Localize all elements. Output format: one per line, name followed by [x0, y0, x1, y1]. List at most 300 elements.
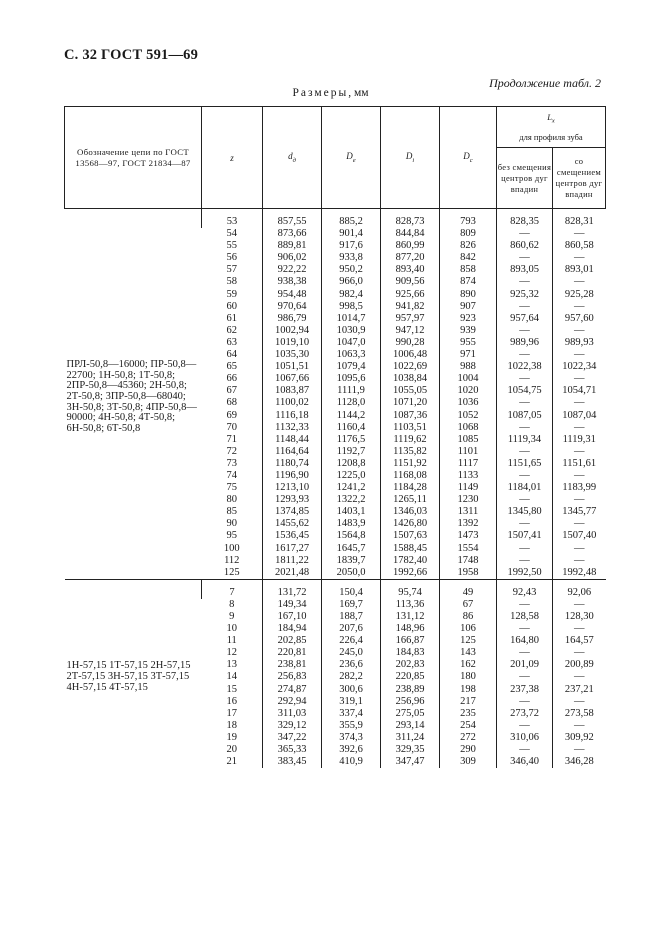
cell-root-diameter: 860,99	[381, 240, 440, 252]
cell-measure-diameter: 1068	[440, 422, 497, 434]
cell-outer-diameter: 1322,2	[322, 494, 381, 506]
cell-outer-diameter: 1063,3	[322, 349, 381, 361]
cell-lx-without-shift: 1151,65	[497, 458, 553, 470]
cell-lx-with-shift: 893,01	[553, 264, 606, 276]
cell-lx-without-shift: —	[497, 470, 553, 482]
cell-teeth-count: 71	[226, 433, 237, 445]
cell-lx-with-shift: —	[553, 543, 606, 555]
cell-pitch-diameter: 238,81	[263, 659, 322, 671]
cell-lx-with-shift: 164,57	[553, 635, 606, 647]
cell-root-diameter: 1151,92	[381, 458, 440, 470]
cell-outer-diameter: 1095,6	[322, 373, 381, 385]
cell-outer-diameter: 207,6	[322, 623, 381, 635]
cell-outer-diameter: 236,6	[322, 659, 381, 671]
cell-teeth-count: 66	[226, 373, 237, 385]
cell-outer-diameter: 1225,0	[322, 470, 381, 482]
cell-pitch-diameter: 184,94	[263, 623, 322, 635]
cell-lx-with-shift: 860,58	[553, 240, 606, 252]
cell-teeth-count: 100	[223, 542, 240, 554]
cell-teeth-count: 74	[226, 469, 237, 481]
cell-outer-diameter: 1241,2	[322, 482, 381, 494]
header-Dc-sub: c	[469, 156, 473, 164]
cell-lx-with-shift: 273,58	[553, 708, 606, 720]
cell-pitch-diameter: 857,55	[263, 209, 322, 229]
cell-pitch-diameter: 256,83	[263, 671, 322, 683]
cell-root-diameter: 844,84	[381, 228, 440, 240]
cell-outer-diameter: 2050,0	[322, 567, 381, 580]
cell-measure-diameter: 988	[440, 361, 497, 373]
cell-teeth-count: 58	[226, 276, 237, 288]
cell-measure-diameter: 826	[440, 240, 497, 252]
cell-lx-without-shift: —	[497, 744, 553, 756]
cell-root-diameter: 1992,66	[381, 567, 440, 580]
cell-outer-diameter: 982,4	[322, 289, 381, 301]
cell-pitch-diameter: 1083,87	[263, 385, 322, 397]
cell-outer-diameter: 1564,8	[322, 530, 381, 542]
header-De-main: D	[346, 151, 353, 162]
cell-measure-diameter: 86	[440, 611, 497, 623]
cell-pitch-diameter: 1213,10	[263, 482, 322, 494]
cell-measure-diameter: 923	[440, 313, 497, 325]
cell-root-diameter: 113,36	[381, 599, 440, 611]
chain-group-label: ПРЛ-50,8—16000; ПР-50,8—22700; 1Н-50,8; 1Т-50,8; 2ПР-50,8—45360; 2Н-50,8; 2Т-50,8; 3ПР-50,8—68040; 3Н-50,8; 3Т-50,8; 4ПР-50,8—90000; 4Н-50,8; 4Т-50,8; 6Н-50,8; 6Т-50,8	[66, 358, 197, 435]
cell-root-diameter: 1103,51	[381, 422, 440, 434]
cell-root-diameter: 1346,03	[381, 506, 440, 518]
cell-root-diameter: 925,66	[381, 289, 440, 301]
cell-outer-diameter: 169,7	[322, 599, 381, 611]
cell-outer-diameter: 1192,7	[322, 446, 381, 458]
cell-lx-without-shift: 128,58	[497, 611, 553, 623]
cell-lx-with-shift: —	[553, 555, 606, 567]
cell-teeth-count: 80	[226, 494, 237, 506]
cell-pitch-diameter: 1617,27	[263, 543, 322, 555]
cell-lx-with-shift: 237,21	[553, 684, 606, 696]
cell-teeth-count: 68	[226, 397, 237, 409]
cell-lx-with-shift: —	[553, 696, 606, 708]
sprocket-dimensions-table	[64, 106, 606, 768]
cell-teeth-count: 10	[226, 623, 237, 635]
cell-lx-without-shift: 201,09	[497, 659, 553, 671]
cell-pitch-diameter: 1051,51	[263, 361, 322, 373]
cell-pitch-diameter: 1019,10	[263, 337, 322, 349]
header-without-shift: без смещения центров дуг впадин	[497, 148, 553, 209]
cell-teeth-count: 63	[226, 336, 237, 348]
cell-lx-without-shift: —	[497, 228, 553, 240]
cell-lx-without-shift: —	[497, 422, 553, 434]
cell-teeth-count: 67	[226, 385, 237, 397]
cell-teeth-count: 13	[226, 659, 237, 671]
cell-measure-diameter: 1004	[440, 373, 497, 385]
header-Di-sub: i	[412, 156, 415, 164]
cell-lx-with-shift: —	[553, 744, 606, 756]
cell-measure-diameter: 890	[440, 289, 497, 301]
cell-outer-diameter: 966,0	[322, 276, 381, 288]
cell-teeth-count: 12	[226, 647, 237, 659]
cell-measure-diameter: 971	[440, 349, 497, 361]
cell-lx-with-shift: 828,31	[553, 209, 606, 229]
cell-teeth-count: 19	[226, 731, 237, 743]
cell-root-diameter: 131,12	[381, 611, 440, 623]
cell-lx-without-shift: 346,40	[497, 756, 553, 768]
cell-lx-without-shift: —	[497, 325, 553, 337]
cell-lx-with-shift: 957,60	[553, 313, 606, 325]
cell-root-diameter: 941,82	[381, 301, 440, 313]
cell-lx-without-shift: —	[497, 623, 553, 635]
cell-outer-diameter: 1014,7	[322, 313, 381, 325]
cell-teeth-count: 53	[202, 209, 263, 229]
cell-lx-without-shift: —	[497, 301, 553, 313]
cell-pitch-diameter: 922,22	[263, 264, 322, 276]
cell-pitch-diameter: 131,72	[263, 579, 322, 599]
cell-root-diameter: 166,87	[381, 635, 440, 647]
cell-outer-diameter: 282,2	[322, 671, 381, 683]
cell-lx-with-shift: 1087,04	[553, 410, 606, 422]
cell-measure-diameter: 1101	[440, 446, 497, 458]
cell-measure-diameter: 1036	[440, 397, 497, 409]
cell-lx-with-shift: 346,28	[553, 756, 606, 768]
cell-teeth-count: 65	[226, 361, 237, 373]
cell-measure-diameter: 1085	[440, 434, 497, 446]
cell-lx-without-shift: —	[497, 252, 553, 264]
cell-lx-without-shift: —	[497, 647, 553, 659]
cell-measure-diameter: 809	[440, 228, 497, 240]
cell-pitch-diameter: 274,87	[263, 684, 322, 696]
cell-pitch-diameter: 1100,02	[263, 397, 322, 409]
cell-pitch-diameter: 1002,94	[263, 325, 322, 337]
cell-root-diameter: 1184,28	[381, 482, 440, 494]
header-z: z	[202, 107, 263, 209]
cell-teeth-count: 90	[226, 518, 237, 530]
cell-teeth-count: 61	[226, 312, 237, 324]
cell-measure-diameter: 1230	[440, 494, 497, 506]
cell-root-diameter: 1119,62	[381, 434, 440, 446]
cell-lx-with-shift: —	[553, 301, 606, 313]
cell-measure-diameter: 49	[440, 579, 497, 599]
cell-measure-diameter: 793	[440, 209, 497, 229]
header-chain-designation: Обозначение цепи по ГОСТ 13568—97, ГОСТ 21834—87	[65, 107, 202, 209]
cell-lx-with-shift: 1151,61	[553, 458, 606, 470]
cell-lx-without-shift: —	[497, 555, 553, 567]
cell-pitch-diameter: 167,10	[263, 611, 322, 623]
cell-measure-diameter: 939	[440, 325, 497, 337]
header-Di	[381, 107, 440, 209]
cell-teeth-count: 73	[226, 457, 237, 469]
cell-outer-diameter: 998,5	[322, 301, 381, 313]
cell-outer-diameter: 392,6	[322, 744, 381, 756]
cell-root-diameter: 1265,11	[381, 494, 440, 506]
cell-pitch-diameter: 1164,64	[263, 446, 322, 458]
cell-pitch-diameter: 1067,66	[263, 373, 322, 385]
cell-lx-with-shift: —	[553, 397, 606, 409]
cell-lx-with-shift: 1119,31	[553, 434, 606, 446]
cell-pitch-diameter: 970,64	[263, 301, 322, 313]
cell-lx-with-shift: —	[553, 647, 606, 659]
cell-root-diameter: 1071,20	[381, 397, 440, 409]
cell-measure-diameter: 254	[440, 720, 497, 732]
cell-measure-diameter: 1020	[440, 385, 497, 397]
cell-lx-without-shift: —	[497, 696, 553, 708]
cell-outer-diameter: 1128,0	[322, 397, 381, 409]
cell-pitch-diameter: 938,38	[263, 276, 322, 288]
cell-teeth-count: 85	[226, 506, 237, 518]
table-body	[65, 209, 606, 769]
cell-root-diameter: 1135,82	[381, 446, 440, 458]
cell-measure-diameter: 1149	[440, 482, 497, 494]
cell-root-diameter: 293,14	[381, 720, 440, 732]
cell-lx-with-shift: —	[553, 349, 606, 361]
cell-teeth-count: 62	[226, 324, 237, 336]
cell-lx-without-shift: 1087,05	[497, 410, 553, 422]
cell-measure-diameter: 1554	[440, 543, 497, 555]
cell-lx-without-shift: —	[497, 349, 553, 361]
cell-lx-with-shift: 1022,34	[553, 361, 606, 373]
cell-measure-diameter: 907	[440, 301, 497, 313]
cell-measure-diameter: 125	[440, 635, 497, 647]
cell-lx-without-shift: 1054,75	[497, 385, 553, 397]
cell-lx-with-shift: —	[553, 470, 606, 482]
header-d-sub: д	[292, 156, 296, 164]
cell-lx-without-shift: 893,05	[497, 264, 553, 276]
cell-root-diameter: 1588,45	[381, 543, 440, 555]
cell-teeth-count: 14	[226, 671, 237, 683]
cell-lx-without-shift: 273,72	[497, 708, 553, 720]
cell-lx-with-shift: —	[553, 671, 606, 683]
cell-teeth-count: 15	[226, 683, 237, 695]
cell-teeth-count: 95	[226, 530, 237, 542]
cell-measure-diameter: 272	[440, 732, 497, 744]
cell-pitch-diameter: 1116,18	[263, 410, 322, 422]
cell-pitch-diameter: 954,48	[263, 289, 322, 301]
cell-lx-with-shift: 1507,40	[553, 530, 606, 542]
cell-lx-without-shift: 1184,01	[497, 482, 553, 494]
cell-root-diameter: 1168,08	[381, 470, 440, 482]
cell-measure-diameter: 858	[440, 264, 497, 276]
header-De	[322, 107, 381, 209]
cell-root-diameter: 1055,05	[381, 385, 440, 397]
cell-pitch-diameter: 149,34	[263, 599, 322, 611]
cell-lx-without-shift: —	[497, 599, 553, 611]
table-continuation-note: Продолжение табл. 2	[489, 76, 601, 90]
cell-outer-diameter: 1839,7	[322, 555, 381, 567]
header-De-sub: е	[352, 156, 356, 164]
cell-outer-diameter: 1483,9	[322, 518, 381, 530]
cell-root-diameter: 1426,80	[381, 518, 440, 530]
cell-root-diameter: 1087,36	[381, 410, 440, 422]
cell-lx-with-shift: 128,30	[553, 611, 606, 623]
cell-teeth-count: 7	[202, 579, 263, 599]
cell-measure-diameter: 235	[440, 708, 497, 720]
cell-lx-without-shift: 92,43	[497, 579, 553, 599]
cell-outer-diameter: 1403,1	[322, 506, 381, 518]
cell-lx-without-shift: 860,62	[497, 240, 553, 252]
cell-root-diameter: 275,05	[381, 708, 440, 720]
cell-measure-diameter: 1392	[440, 518, 497, 530]
cell-lx-with-shift: 200,89	[553, 659, 606, 671]
table-row	[65, 209, 606, 229]
cell-outer-diameter: 1645,7	[322, 543, 381, 555]
cell-measure-diameter: 1748	[440, 555, 497, 567]
cell-root-diameter: 329,35	[381, 744, 440, 756]
cell-lx-without-shift: —	[497, 671, 553, 683]
cell-root-diameter: 148,96	[381, 623, 440, 635]
table-header	[65, 107, 606, 209]
cell-lx-without-shift: 164,80	[497, 635, 553, 647]
cell-pitch-diameter: 1455,62	[263, 518, 322, 530]
cell-measure-diameter: 1473	[440, 530, 497, 542]
header-Dc	[440, 107, 497, 209]
chain-group-label: 1Н-57,15 1Т-57,15 2Н-57,15 2Т-57,15 3Н-57,15 3Т-57,15 4Н-57,15 4Т-57,15	[65, 579, 202, 768]
cell-lx-with-shift: —	[553, 599, 606, 611]
cell-teeth-count: 17	[226, 707, 237, 719]
cell-outer-diameter: 319,1	[322, 696, 381, 708]
header-Dc-main: D	[463, 151, 470, 162]
cell-teeth-count: 16	[226, 695, 237, 707]
cell-outer-diameter: 1208,8	[322, 458, 381, 470]
cell-outer-diameter: 226,4	[322, 635, 381, 647]
cell-pitch-diameter: 365,33	[263, 744, 322, 756]
cell-teeth-count: 60	[226, 300, 237, 312]
header-d	[263, 107, 322, 209]
cell-teeth-count: 72	[226, 445, 237, 457]
cell-lx-with-shift: —	[553, 494, 606, 506]
cell-lx-without-shift: —	[497, 373, 553, 385]
cell-lx-without-shift: —	[497, 720, 553, 732]
dimensions-label: Размеры	[292, 87, 349, 99]
cell-outer-diameter: 950,2	[322, 264, 381, 276]
cell-pitch-diameter: 1132,33	[263, 422, 322, 434]
cell-measure-diameter: 309	[440, 756, 497, 768]
cell-outer-diameter: 150,4	[322, 579, 381, 599]
cell-outer-diameter: 245,0	[322, 647, 381, 659]
cell-pitch-diameter: 220,81	[263, 647, 322, 659]
cell-root-diameter: 957,97	[381, 313, 440, 325]
cell-lx-with-shift: —	[553, 422, 606, 434]
cell-teeth-count: 70	[226, 421, 237, 433]
dimensions-caption	[0, 87, 661, 99]
cell-outer-diameter: 1030,9	[322, 325, 381, 337]
cell-root-diameter: 347,47	[381, 756, 440, 768]
cell-outer-diameter: 188,7	[322, 611, 381, 623]
cell-root-diameter: 95,74	[381, 579, 440, 599]
cell-lx-without-shift: 1022,38	[497, 361, 553, 373]
cell-lx-with-shift: —	[553, 623, 606, 635]
cell-teeth-count: 75	[226, 482, 237, 494]
cell-measure-diameter: 180	[440, 671, 497, 683]
cell-teeth-count: 59	[226, 288, 237, 300]
cell-measure-diameter: 1052	[440, 410, 497, 422]
cell-outer-diameter: 355,9	[322, 720, 381, 732]
cell-lx-with-shift: 1054,71	[553, 385, 606, 397]
cell-teeth-count: 55	[226, 240, 237, 252]
cell-teeth-count: 20	[226, 744, 237, 756]
cell-lx-without-shift: 1345,80	[497, 506, 553, 518]
cell-outer-diameter: 1111,9	[322, 385, 381, 397]
cell-lx-with-shift: 1183,99	[553, 482, 606, 494]
cell-lx-without-shift: —	[497, 276, 553, 288]
cell-root-diameter: 877,20	[381, 252, 440, 264]
cell-root-diameter: 1782,40	[381, 555, 440, 567]
cell-root-diameter: 909,56	[381, 276, 440, 288]
cell-teeth-count: 112	[224, 554, 240, 566]
cell-pitch-diameter: 873,66	[263, 228, 322, 240]
cell-outer-diameter: 1176,5	[322, 434, 381, 446]
cell-measure-diameter: 162	[440, 659, 497, 671]
cell-root-diameter: 828,73	[381, 209, 440, 229]
cell-lx-without-shift: —	[497, 397, 553, 409]
cell-lx-with-shift: —	[553, 373, 606, 385]
cell-teeth-count: 69	[226, 409, 237, 421]
header-d-main: d	[288, 151, 293, 162]
cell-lx-with-shift: 1992,48	[553, 567, 606, 580]
cell-lx-with-shift: —	[553, 518, 606, 530]
cell-lx-with-shift: 989,93	[553, 337, 606, 349]
cell-pitch-diameter: 906,02	[263, 252, 322, 264]
cell-pitch-diameter: 311,03	[263, 708, 322, 720]
cell-teeth-count: 64	[226, 349, 237, 361]
cell-lx-without-shift: —	[497, 518, 553, 530]
header-Lx-sub: x	[551, 117, 555, 125]
cell-measure-diameter: 955	[440, 337, 497, 349]
cell-measure-diameter: 217	[440, 696, 497, 708]
cell-lx-with-shift: 309,92	[553, 732, 606, 744]
cell-lx-without-shift: 1992,50	[497, 567, 553, 580]
cell-measure-diameter: 1117	[440, 458, 497, 470]
cell-root-diameter: 220,85	[381, 671, 440, 683]
cell-pitch-diameter: 1196,90	[263, 470, 322, 482]
cell-lx-with-shift: 1345,77	[553, 506, 606, 518]
cell-pitch-diameter: 2021,48	[263, 567, 322, 580]
cell-pitch-diameter: 329,12	[263, 720, 322, 732]
cell-pitch-diameter: 986,79	[263, 313, 322, 325]
dimensions-unit: , мм	[348, 87, 369, 99]
cell-measure-diameter: 1311	[440, 506, 497, 518]
cell-root-diameter: 947,12	[381, 325, 440, 337]
cell-lx-without-shift: —	[497, 446, 553, 458]
cell-teeth-count: 54	[226, 228, 237, 240]
cell-measure-diameter: 290	[440, 744, 497, 756]
cell-root-diameter: 256,96	[381, 696, 440, 708]
cell-pitch-diameter: 347,22	[263, 732, 322, 744]
cell-measure-diameter: 1958	[440, 567, 497, 580]
header-Lx-caption: для профиля зуба	[519, 132, 583, 143]
cell-teeth-count: 21	[226, 756, 237, 768]
cell-root-diameter: 893,40	[381, 264, 440, 276]
cell-lx-without-shift: —	[497, 494, 553, 506]
cell-teeth-count: 8	[229, 598, 235, 610]
cell-outer-diameter: 917,6	[322, 240, 381, 252]
cell-pitch-diameter: 1035,30	[263, 349, 322, 361]
cell-pitch-diameter: 1180,74	[263, 458, 322, 470]
cell-teeth-count: 57	[226, 264, 237, 276]
table-row	[65, 579, 606, 599]
cell-pitch-diameter: 1536,45	[263, 530, 322, 542]
cell-root-diameter: 1507,63	[381, 530, 440, 542]
cell-lx-with-shift: —	[553, 720, 606, 732]
cell-measure-diameter: 842	[440, 252, 497, 264]
cell-lx-without-shift: 237,38	[497, 684, 553, 696]
cell-outer-diameter: 1079,4	[322, 361, 381, 373]
cell-lx-without-shift: 989,96	[497, 337, 553, 349]
cell-pitch-diameter: 383,45	[263, 756, 322, 768]
cell-outer-diameter: 337,4	[322, 708, 381, 720]
header-Lx-symbol	[547, 111, 555, 125]
cell-lx-without-shift: 828,35	[497, 209, 553, 229]
cell-root-diameter: 990,28	[381, 337, 440, 349]
cell-root-diameter: 1006,48	[381, 349, 440, 361]
cell-root-diameter: 184,83	[381, 647, 440, 659]
cell-pitch-diameter: 292,94	[263, 696, 322, 708]
cell-root-diameter: 238,89	[381, 684, 440, 696]
